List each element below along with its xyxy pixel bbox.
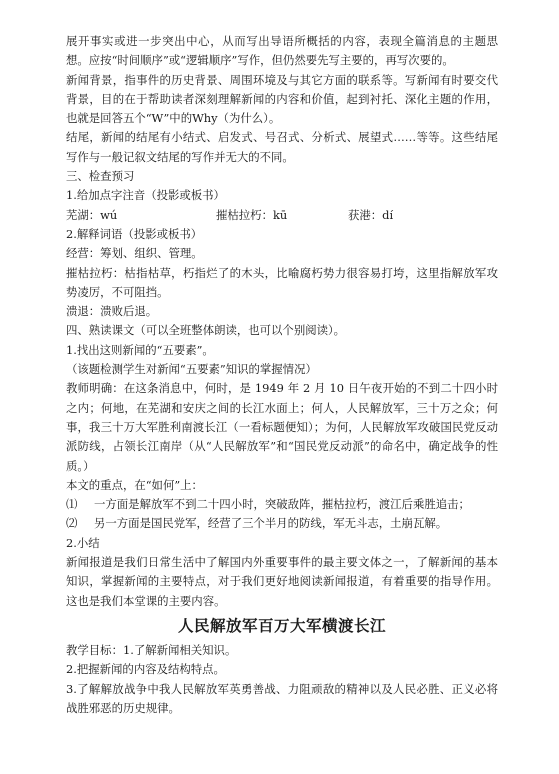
definition-kuitui: 溃退：溃败后退。 (66, 304, 158, 319)
list-item-text: 一方面是解放军不到二十四小时，突破敌阵，摧枯拉朽，渡江后乘胜追击； (94, 497, 470, 512)
paragraph-summary: 新闻报道是我们日常生活中了解国内外重要事件的最主要文体之一，了解新闻的基本知识，掌握新闻的主要特点，对于我们更好地阅读新闻报道，有着重要的指导作用。这也是我们本堂课的主要内容。 (66, 555, 498, 608)
list-item (66, 514, 498, 533)
pinyin-row (66, 206, 498, 225)
subheading-five-elements: 1.找出这则新闻的“五要素”。 (66, 342, 214, 357)
list-item (66, 495, 498, 514)
pinyin-wuhu: 芜湖：wú (66, 207, 118, 222)
subheading-pinyin: 1.给加点字注音（投影或板书） (66, 188, 225, 203)
paragraph-body-intro: 展开事实或进一步突出中心，从而写出导语所概括的内容，表现全篇消息的主题思想。应按“时间顺序”或“逻辑顺序”写作，但仍然要先写主要的，再写次要的。 (66, 34, 498, 68)
teaching-goal-1: 教学目标：1.了解新闻相关知识。 (66, 642, 237, 657)
lesson-title: 人民解放军百万大军横渡长江 (177, 616, 386, 635)
pinyin-cuikulaxiu: 摧枯拉朽：kū (216, 207, 288, 222)
teaching-goal-3: 3.了解解放战争中我人民解放军英勇善战、力阻顽敌的精神以及人民必胜、正义必将战胜邪恶的历史规律。 (66, 681, 498, 715)
document-page (66, 32, 498, 718)
teaching-goal-2: 2.把握新闻的内容及结构特点。 (66, 662, 225, 677)
pinyin-digang: 获港：dí (348, 207, 394, 222)
definition-cuikulaxiu: 摧枯拉朽：枯指枯草，朽指烂了的木头，比喻腐朽势力很容易打垮，这里指解放军攻势凌厉，不可阻挡。 (66, 265, 498, 299)
list-item-number: ⑵ (66, 516, 78, 531)
note-five-elements: （该题检测学生对新闻“五要素”知识的掌握情况） (66, 362, 317, 377)
section-heading-preview: 三、检查预习 (66, 169, 135, 184)
subheading-summary: 2.小结 (66, 535, 100, 550)
list-item-text: 另一方面是国民党军，经营了三个半月的防线，军无斗志，土崩瓦解。 (94, 516, 448, 531)
paragraph-news-ending: 结尾，新闻的结尾有小结式、启发式、号召式、分析式、展望式……等等。这些结尾写作与一般记叙文结尾的写作并无大的不同。 (66, 130, 498, 164)
paragraph-focus: 本文的重点，在“如何”上： (66, 477, 203, 492)
section-heading-reading: 四、熟读课文（可以全班整体朗读，也可以个别阅读）。 (66, 323, 346, 338)
paragraph-teacher-answer: 教师明确：在这条消息中，何时，是 1949 年 2 月 10 日午夜开始的不到二十四小时之内；何地，在芜湖和安庆之间的长江水面上；何人，人民解放军，三十万之众；何事，我三十万大军胜利南渡长江（一看标题便知）；为何，人民解放军攻破国民党反动派防线，占领长江南岸（从“人民解放军”和“国民党反动派”的命名中，确定战争的性质。） (66, 381, 498, 473)
definition-jingying: 经营：筹划、组织、管理。 (66, 246, 203, 261)
list-item-number: ⑴ (66, 497, 78, 512)
subheading-vocabulary: 2.解释词语（投影或板书） (66, 226, 203, 241)
paragraph-news-background: 新闻背景，指事件的历史背景、周围环境及与其它方面的联系等。写新闻有时要交代背景，目的在于帮助读者深刻理解新闻的内容和价值，起到衬托、深化主题的作用，也就是回答五个“W”中的Why（为什么）。 (66, 72, 498, 126)
